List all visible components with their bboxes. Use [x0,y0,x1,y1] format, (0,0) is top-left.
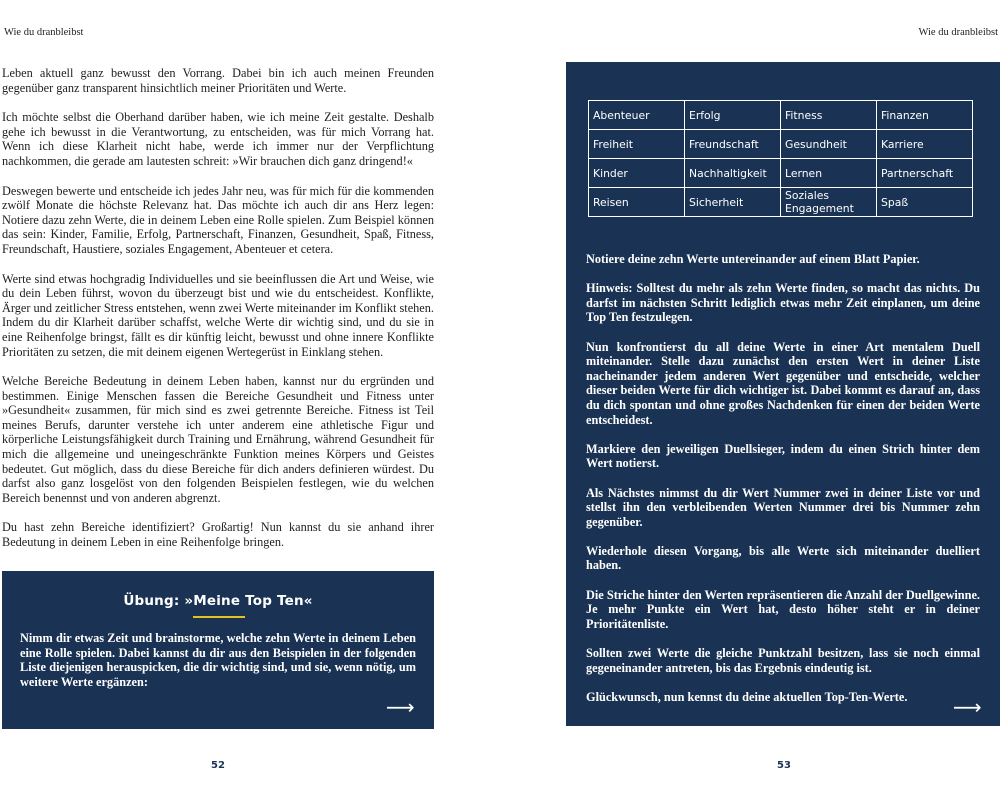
exercise-box [2,571,434,729]
value-cell: Sicherheit [685,188,781,217]
value-cell: Spaß [877,188,973,217]
exercise-text: Nimm dir etwas Zeit und brainstorme, welche zehn Werte in deinem Leben eine Rolle spielen. Dabei kannst du dir aus den Beispielen in der folgenden Liste diejenigen herauspicken, die dir wichtig sind, und sie, wenn nötig, um weitere Werte ergänzen: [20,631,416,689]
arrow-right-icon: ⟶ [386,695,415,719]
title-underline [193,616,245,618]
values-grid [588,100,973,217]
left-page-body [2,66,434,565]
value-cell: Karriere [877,130,973,159]
value-cell: Erfolg [685,101,781,130]
paragraph: Ich möchte selbst die Oberhand darüber haben, wie ich meine Zeit gestalte. Deshalb gehe ich bewusst in die Verantwortung, zu entscheiden, was für mich Vorrang hat. Wenn ich diese Klarheit nicht habe, werde ich immer nur der Verpflichtung nachkommen, die gerade am lautesten schreit: »Wir brauchen dich ganz dringend!« [2,110,434,168]
running-head-left: Wie du dranbleibst [4,27,84,38]
paragraph: Du hast zehn Bereiche identifiziert? Großartig! Nun kannst du sie anhand ihrer Bedeutung in deinem Leben in eine Reihenfolge bringen. [2,520,434,550]
value-cell: Nachhaltigkeit [685,159,781,188]
paragraph: Notiere deine zehn Werte untereinander auf einem Blatt Papier. [586,252,920,266]
paragraph: Sollten zwei Werte die gleiche Punktzahl besitzen, lass sie noch einmal gegeneinander antreten, bis das Ergebnis eindeutig ist. [586,646,980,675]
value-cell: Finanzen [877,101,973,130]
value-cell: Kinder [589,159,685,188]
value-cell: Lernen [781,159,877,188]
paragraph: Markiere den jeweiligen Duellsieger, indem du einen Strich hinter dem Wert notierst. [586,441,980,471]
value-cell: Freundschaft [685,130,781,159]
paragraph: Die Striche hinter den Werten repräsentieren die Anzahl der Duellgewinne. Je mehr Punkte ein Wert hat, desto höher steht er in deiner Prioritätenliste. [586,587,980,631]
value-cell: Freiheit [589,130,685,159]
value-cell: Reisen [589,188,685,217]
paragraph: Leben aktuell ganz bewusst den Vorrang. Dabei bin ich auch meinen Freunden gegenüber ganz transparent hinsichtlich meiner Prioritäten und Werte. [2,66,434,95]
right-panel [566,62,1000,726]
value-cell: Soziales Engagement [781,188,877,217]
table-row [589,130,973,159]
table-row [589,159,973,188]
exercise-title: Übung: »Meine Top Ten« [123,593,313,609]
paragraph: Nun konfrontierst du all deine Werte in einer Art mentalem Duell miteinander. Stelle dazu zunächst den ersten Wert in deiner Liste nacheinander jedem anderen Wert gegenüber und entscheide, welcher dieser beiden Werte für dich wichtiger ist. Dabei kommt es darauf an, dass du dich spontan und ohne großes Nachdenken für einen der beiden Werte entscheidest. [586,339,980,427]
paragraph: Hinweis: Solltest du mehr als zehn Werte finden, so macht das nichts. Du darfst im nächsten Schritt lediglich etwas mehr Zeit einplanen, um deine Top Ten festzulegen. [586,281,980,325]
paragraph: Welche Bereiche Bedeutung in deinem Leben haben, kannst nur du ergründen und bestimmen. Einige Menschen fassen die Bereiche Gesundheit und Fitness unter »Gesundheit« zusammen, für mich sind es zwei getrennte Bereiche. Fitness ist Teil meines Berufs, darunter verstehe ich unter anderem eine athletische Figur und körperliche Leistungsfähigkeit durch Training und Ernährung, während Gesundheit für mich die allgemeine und uneingeschränkte Funktion meines Körpers und Geistes bedeutet. Gut möglich, dass du diese Bereiche für dich anders definieren würdest. Du darfst also ganz losgelöst von den folgenden Beispielen festlegen, wie du welchen Bereich benennst und von anderen abgrenzt. [2,374,434,505]
running-head-right: Wie du dranbleibst [918,27,998,38]
value-cell: Fitness [781,101,877,130]
value-cell: Partnerschaft [877,159,973,188]
paragraph: Glückwunsch, nun kennst du deine aktuellen Top-Ten-Werte. [586,689,908,704]
arrow-right-icon: ⟶ [953,695,982,719]
right-page-body [586,252,980,719]
paragraph: Als Nächstes nimmst du dir Wert Nummer zwei in deiner Liste vor und stellst ihn den verbleibenden Werten Nummer drei bis Nummer zehn gegenüber. [586,485,980,529]
value-cell: Gesundheit [781,130,877,159]
paragraph: Deswegen bewerte und entscheide ich jedes Jahr neu, was für mich für die kommenden zwölf Monate die höchste Relevanz hat. Das möchte ich auch dir ans Herz legen: Notiere dazu zehn Werte, die in deinem Leben eine Rolle spielen. Zum Beispiel können das sein: Kinder, Familie, Erfolg, Partnerschaft, Finanzen, Gesundheit, Spaß, Fitness, Freundschaft, Haustiere, soziales Engagement, Abenteuer et cetera. [2,183,434,256]
page-number-left: 52 [211,760,225,771]
paragraph: Werte sind etwas hochgradig Individuelles und sie beeinflussen die Art und Weise, wie du dein Leben führst, wovon du überzeugt bist und wie du entscheidest. Konflikte, Ärger und zeitlicher Stress entstehen, wenn zwei Werte miteinander im Konflikt stehen. Indem du dir Klarheit darüber schaffst, welche Werte dir wichtig sind, und du sie in eine Reihenfolge bringst, fällt es dir künftig leicht, bewusst und ohne innere Konflikte Prioritäten zu setzen, die mit deinem eigenen Wertegerüst in Einklang stehen. [2,271,434,359]
value-cell: Abenteuer [589,101,685,130]
page-number-right: 53 [777,760,791,771]
table-row [589,101,973,130]
paragraph: Wiederhole diesen Vorgang, bis alle Werte sich miteinander duelliert haben. [586,543,980,573]
table-row [589,188,973,217]
